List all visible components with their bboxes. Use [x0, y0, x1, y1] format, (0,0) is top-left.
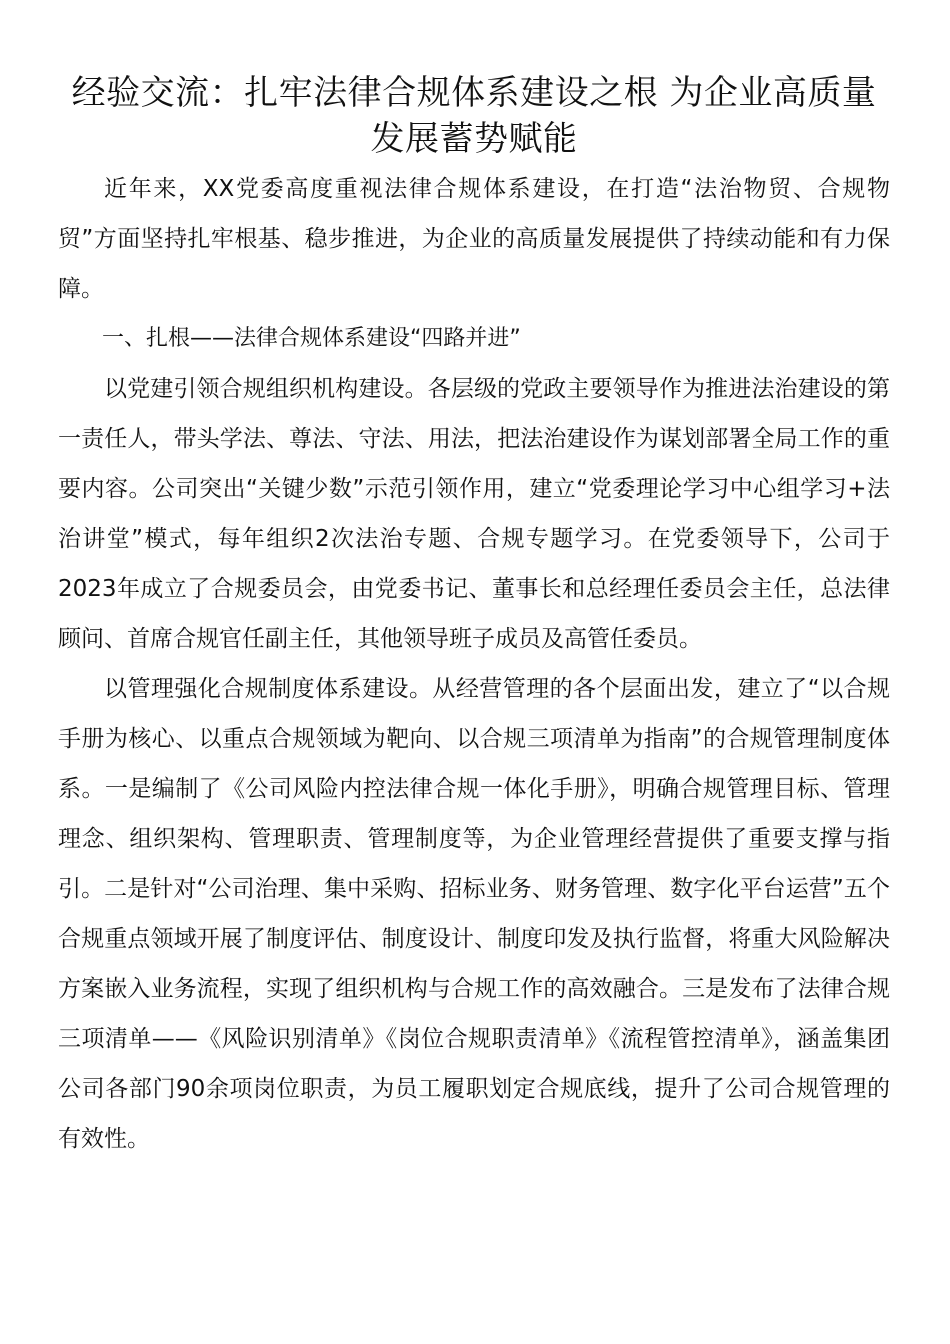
document-title: 经验交流：扎牢法律合规体系建设之根 为企业高质量发展蓄势赋能	[71, 73, 877, 159]
paragraph-management-system: 以管理强化合规制度体系建设。从经营管理的各个层面出发，建立了“以合规手册为核心、以重点合规领域为靶向、以合规三项清单为指南”的合规管理制度体系。一是编制了《公司风险内控法律合规一体化手册》，明确合规管理目标、管理理念、组织架构、管理职责、管理制度等，为企业管理经营提供了重要支撑与指引。二是针对“公司治理、集中采购、招标业务、财务管理、数字化平台运营”五个合规重点领域开展了制度评估、制度设计、制度印发及执行监督，将重大风险解决方案嵌入业务流程，实现了组织机构与合规工作的高效融合。三是发布了法律合规三项清单——《风险识别清单》《岗位合规职责清单》《流程管控清单》，涵盖集团公司各部门90余项岗位职责，为员工履职划定合规底线，提升了公司合规管理的有效性。	[58, 676, 890, 1152]
section-heading-1: 一、扎根——法律合规体系建设“四路并进”	[102, 326, 521, 351]
paragraph-intro: 近年来，XX党委高度重视法律合规体系建设，在打造“法治物贸、合规物贸”方面坚持扎牢根基、稳步推进，为企业的高质量发展提供了持续动能和有力保障。	[58, 176, 890, 302]
document-page	[58, 70, 890, 1164]
paragraph-party-building: 以党建引领合规组织机构建设。各层级的党政主要领导作为推进法治建设的第一责任人，带头学法、尊法、守法、用法，把法治建设作为谋划部署全局工作的重要内容。公司突出“关键少数”示范引领作用，建立“党委理论学习中心组学习+法治讲堂”模式，每年组织2次法治专题、合规专题学习。在党委领导下，公司于2023年成立了合规委员会，由党委书记、董事长和总经理任委员会主任，总法律顾问、首席合规官任副主任，其他领导班子成员及高管任委员。	[58, 376, 890, 652]
